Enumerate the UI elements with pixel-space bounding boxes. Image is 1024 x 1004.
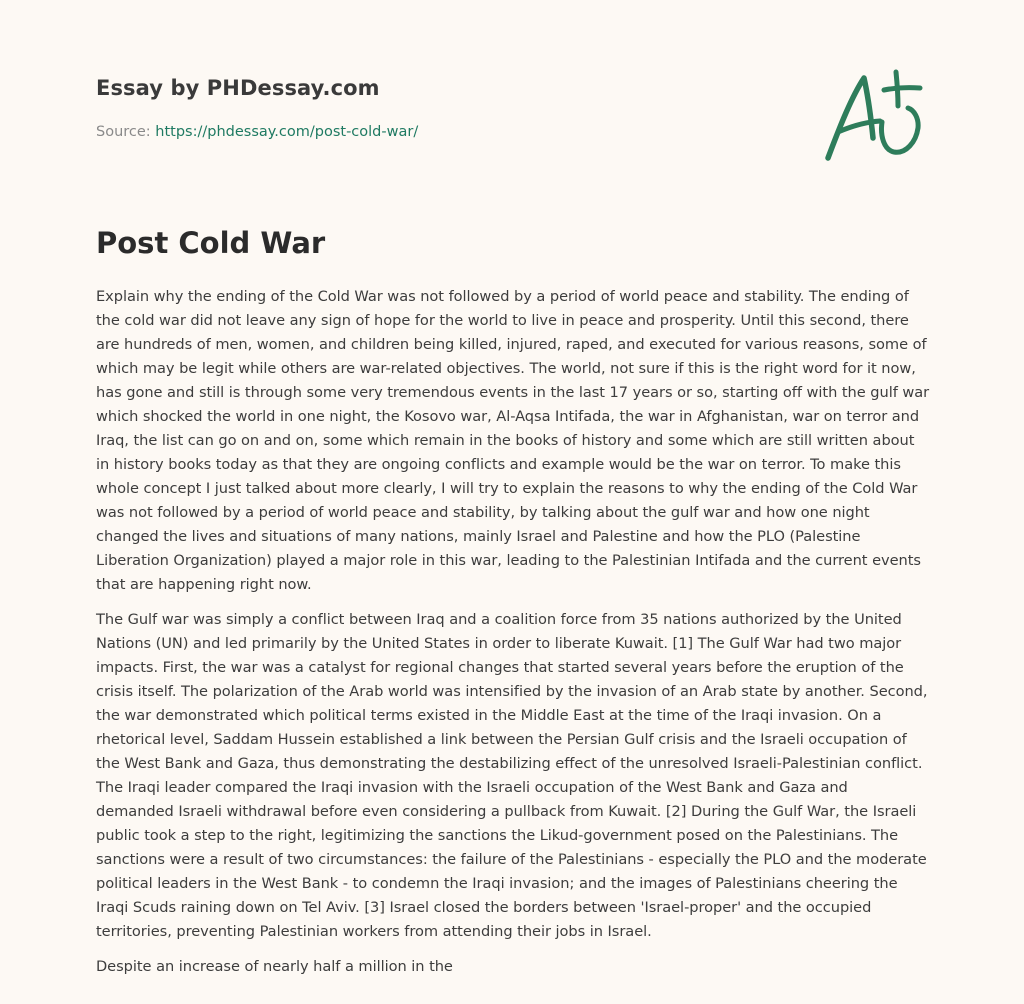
essay-paragraph: Despite an increase of nearly half a million in the: [96, 958, 453, 975]
essay-body: [96, 285, 930, 990]
essay-title: Post Cold War: [96, 226, 326, 260]
source-link[interactable]: https://phdessay.com/post-cold-war/: [155, 124, 419, 140]
logo-hook: [882, 108, 919, 152]
a-plus-icon: [818, 66, 930, 166]
source-line: [96, 124, 418, 140]
site-brand: Essay by PHDessay.com: [96, 76, 380, 100]
logo-letter-a: [828, 78, 873, 158]
source-label: Source:: [96, 124, 151, 140]
essay-paragraph: Explain why the ending of the Cold War was not followed by a period of world peace and stability. The ending of the cold war did not leave any sign of hope for the world to live in peace and prosperity. Until this second, there are hundreds of men, women, and children being killed, injured, raped, and executed for various reasons, some of which may be legit while others are war-related objectives. The world, not sure if this is the right word for it now, has gone and still is through some very tremendous events in the last 17 years or so, starting off with the gulf war which shocked the world in one night, the Kosovo war, Al-Aqsa Intifada, the war in Afghanistan, war on terror and Iraq, the list can go on and on, some which remain in the books of history and some which are still written about in history books today as that they are ongoing conflicts and example would be the war on terror. To make this whole concept I just talked about more clearly, I will try to explain the reasons to why the ending of the Cold War was not followed by a period of world peace and stability, by talking about the gulf war and how one night changed the lives and situations of many nations, mainly Israel and Palestine and how the PLO (Palestine Liberation Organization) played a major role in this war, leading to the Palestinian Intifada and the current events that are happening right now.: [96, 288, 930, 593]
logo-plus-horizontal: [884, 88, 920, 90]
essay-paragraph: The Gulf war was simply a conflict between Iraq and a coalition force from 35 nations authorized by the United Nations (UN) and led primarily by the United States in order to liberate Kuwait. [1] The Gulf War had two major impacts. First, the war was a catalyst for regional changes that started several years before the eruption of the crisis itself. The polarization of the Arab world was intensified by the invasion of an Arab state by another. Second, the war demonstrated which political terms existed in the Middle East at the time of the Iraqi invasion. On a rhetorical level, Saddam Hussein established a link between the Persian Gulf crisis and the Israeli occupation of the West Bank and Gaza, thus demonstrating the destabilizing effect of the unresolved Israeli-Palestinian conflict. The Iraqi leader compared the Iraqi invasion with the Israeli occupation of the West Bank and Gaza and demanded Israeli withdrawal before even considering a pullback from Kuwait. [2] During the Gulf War, the Israeli public took a step to the right, legitimizing the sanctions the Likud-government posed on the Palestinians. The sanctions were a result of two circumstances: the failure of the Palestinians - especially the PLO and the moderate political leaders in the West Bank - to condemn the Iraqi invasion; and the images of Palestinians cheering the Iraqi Scuds raining down on Tel Aviv. [3] Israel closed the borders between 'Israel-proper' and the occupied territories, preventing Palestinian workers from attending their jobs in Israel.: [96, 611, 928, 940]
